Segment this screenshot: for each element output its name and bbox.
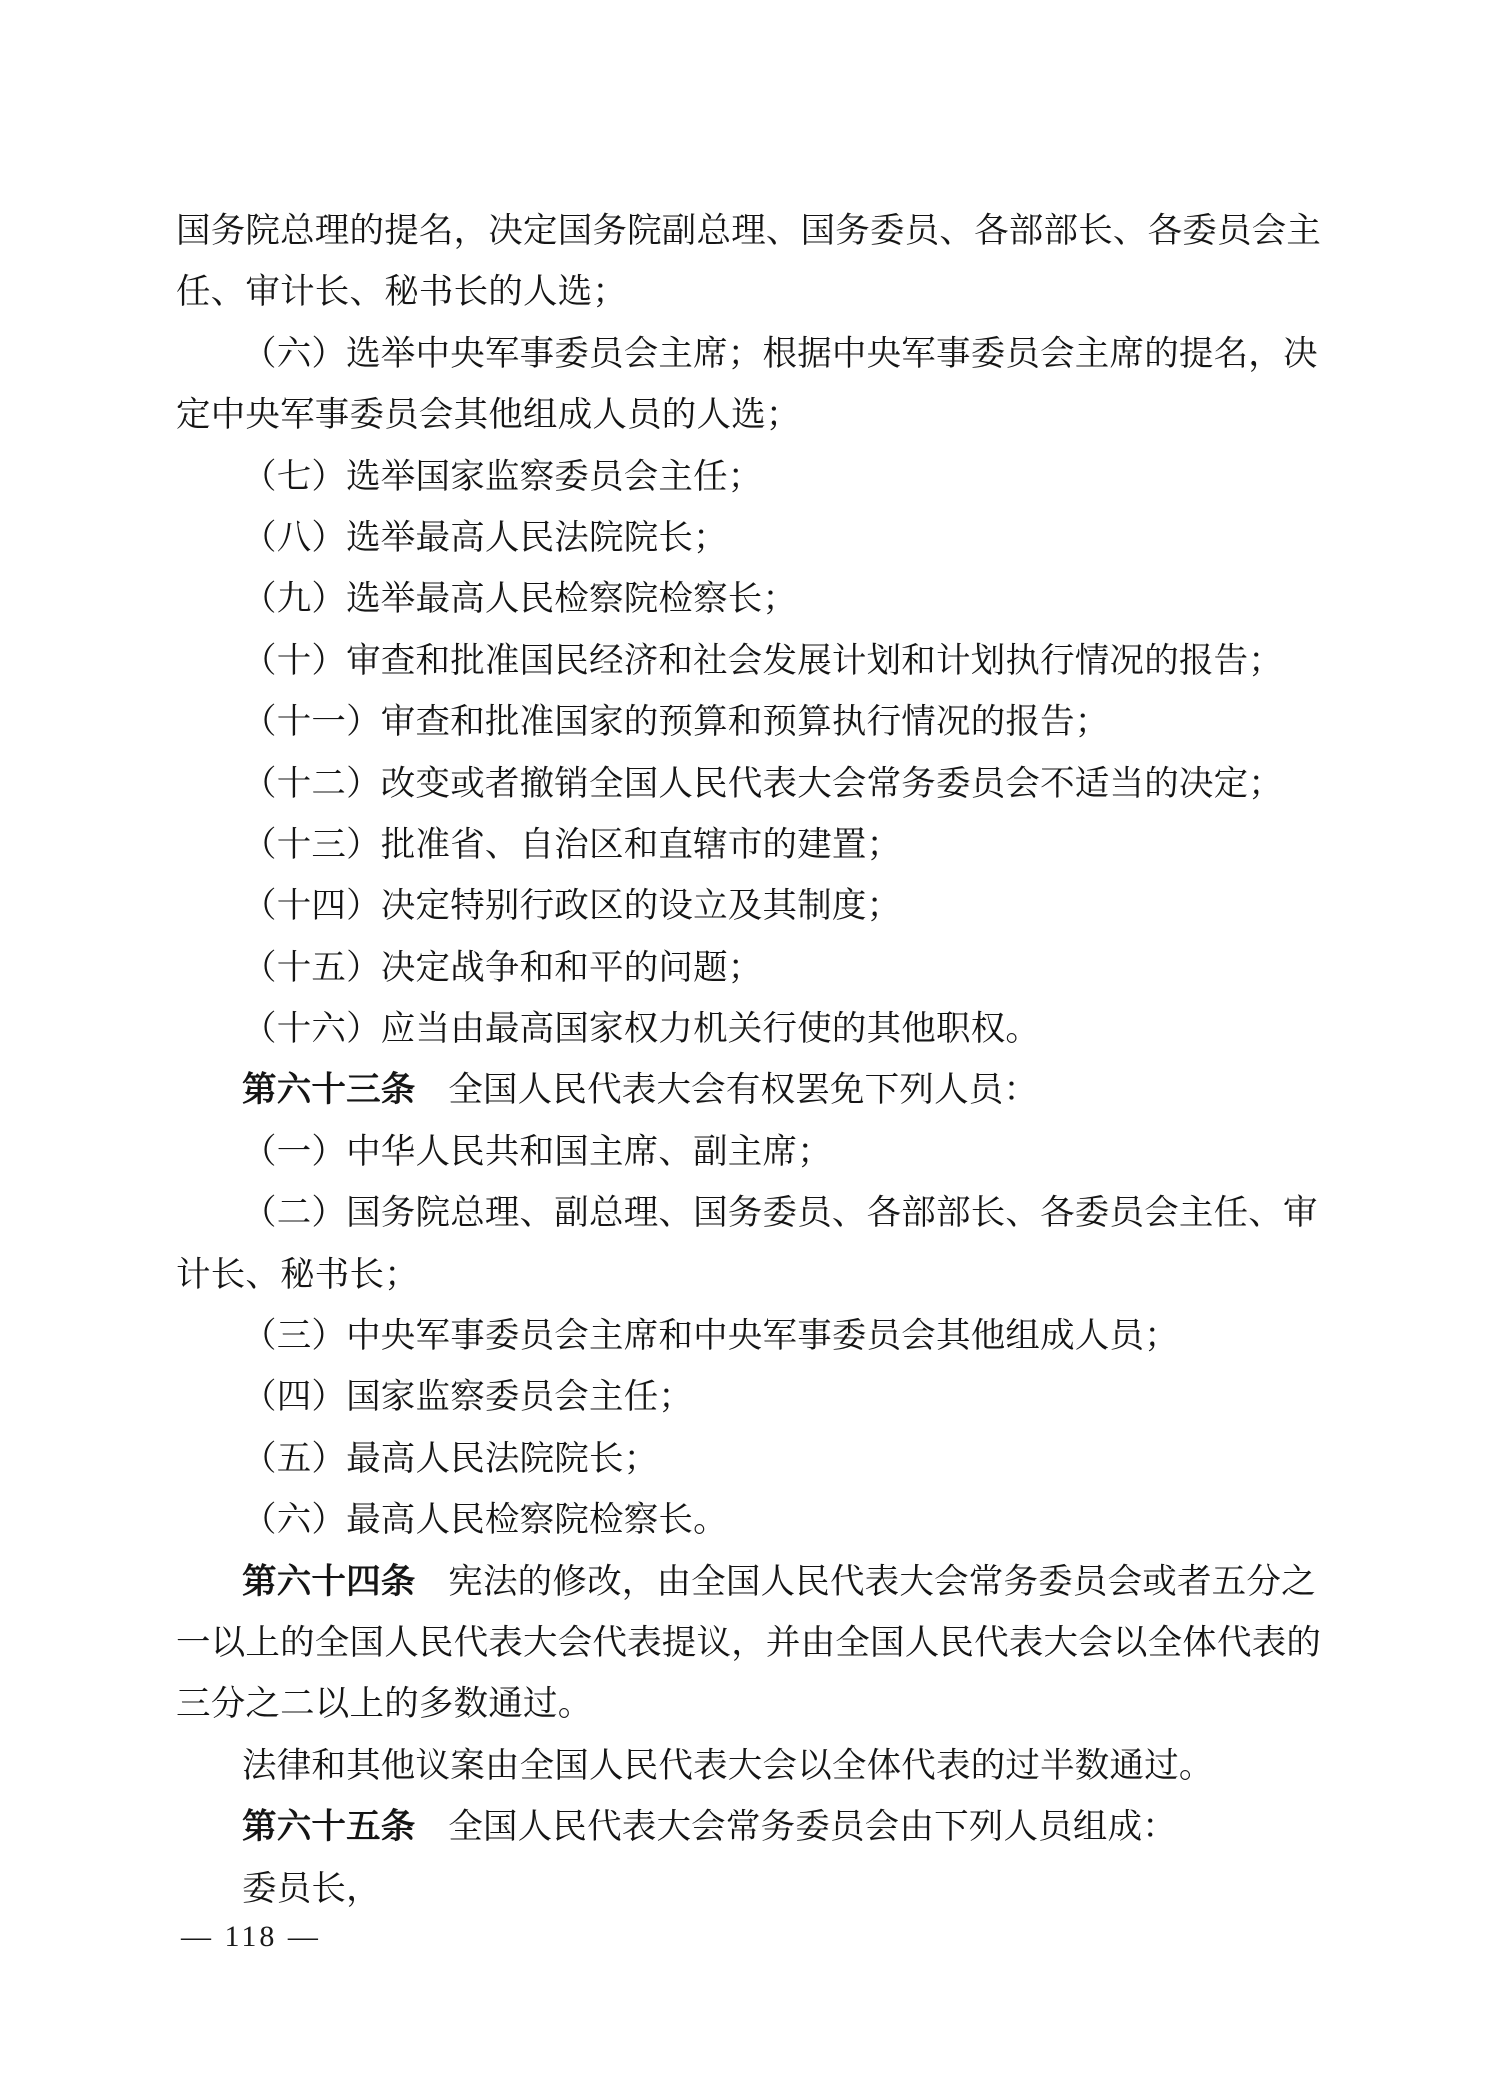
line-text: （十四）决定特别行政区的设立及其制度； (242, 887, 902, 926)
line-text: 国务院总理的提名，决定国务院副总理、国务委员、各部部长、各委员会主 (176, 212, 1322, 250)
line-text: （十一）审查和批准国家的预算和预算执行情况的报告； (242, 703, 1110, 742)
article-number: 第六十五条 (242, 1808, 416, 1847)
text-line (176, 1183, 1326, 1244)
text-line (176, 1245, 1326, 1306)
text-line (176, 692, 1326, 753)
line-text: 三分之二以上的多数通过。 (176, 1685, 593, 1724)
page-number: — 118 — (181, 1920, 321, 1953)
text-line (176, 1490, 1326, 1551)
line-text: （九）选举最高人民检察院检察长； (242, 580, 798, 619)
text-line (176, 1736, 1326, 1797)
text-line (176, 1859, 1326, 1920)
document-body (176, 201, 1326, 1920)
text-line (176, 938, 1326, 999)
line-text: （十五）决定战争和和平的问题； (242, 948, 763, 987)
line-text: （八）选举最高人民法院院长； (242, 518, 728, 557)
text-line (176, 1306, 1326, 1367)
line-text: （十三）批准省、自治区和直辖市的建置； (242, 825, 902, 864)
line-text: （六）选举中央军事委员会主席；根据中央军事委员会主席的提名，决 (242, 334, 1318, 373)
article-number: 第六十四条 (242, 1562, 416, 1601)
line-text: （十二）改变或者撤销全国人民代表大会常务委员会不适当的决定； (242, 764, 1283, 803)
text-line (176, 1552, 1326, 1613)
line-text: 任、审计长、秘书长的人选； (176, 273, 628, 312)
line-text: （二）国务院总理、副总理、国务委员、各部部长、各委员会主任、审 (242, 1194, 1318, 1233)
line-text: （十六）应当由最高国家权力机关行使的其他职权。 (242, 1010, 1041, 1049)
text-line (176, 569, 1326, 630)
text-line (176, 1613, 1326, 1674)
text-line (176, 385, 1326, 446)
line-text: （十）审查和批准国民经济和社会发展计划和计划执行情况的报告； (242, 641, 1283, 680)
text-line (176, 1429, 1326, 1490)
text-line (176, 508, 1326, 569)
text-line (176, 1367, 1326, 1428)
text-line (176, 1122, 1326, 1183)
line-text: 宪法的修改，由全国人民代表大会常务委员会或者五分之 (448, 1562, 1316, 1601)
line-text: 一以上的全国人民代表大会代表提议，并由全国人民代表大会以全体代表的 (176, 1623, 1322, 1662)
line-text: 计长、秘书长； (176, 1255, 419, 1294)
text-line (176, 324, 1326, 385)
text-line (176, 447, 1326, 508)
text-line (176, 815, 1326, 876)
line-text: （四）国家监察委员会主任； (242, 1378, 694, 1417)
text-line (176, 876, 1326, 937)
line-text: （七）选举国家监察委员会主任； (242, 457, 763, 496)
text-line (176, 754, 1326, 815)
text-line (176, 1797, 1326, 1858)
line-text: 定中央军事委员会其他组成人员的人选； (176, 396, 801, 435)
text-line (176, 262, 1326, 323)
text-line (176, 1060, 1326, 1121)
text-line (176, 1674, 1326, 1735)
line-text: （三）中央军事委员会主席和中央军事委员会其他组成人员； (242, 1317, 1179, 1356)
line-text: 法律和其他议案由全国人民代表大会以全体代表的过半数通过。 (242, 1746, 1214, 1785)
line-text: 全国人民代表大会常务委员会由下列人员组成： (448, 1808, 1177, 1847)
text-line (176, 631, 1326, 692)
line-text: （一）中华人民共和国主席、副主席； (242, 1132, 832, 1171)
text-line (176, 201, 1326, 262)
text-line (176, 999, 1326, 1060)
line-text: 全国人民代表大会有权罢免下列人员： (448, 1071, 1039, 1110)
line-text: 委员长， (242, 1869, 381, 1908)
line-text: （五）最高人民法院院长； (242, 1439, 659, 1478)
article-number: 第六十三条 (242, 1071, 416, 1110)
line-text: （六）最高人民检察院检察长。 (242, 1501, 728, 1540)
